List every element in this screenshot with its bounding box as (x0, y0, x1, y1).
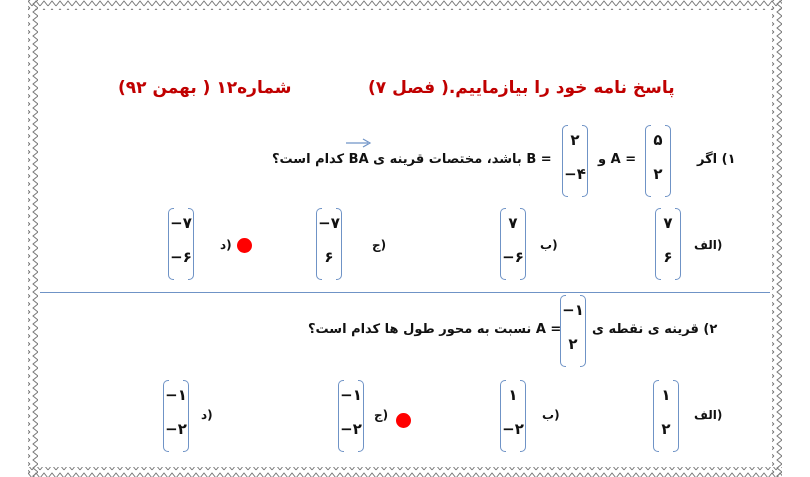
q1-mid: = A و (598, 152, 637, 167)
q1-vector-b (562, 125, 588, 195)
q2-prefix: ۲) قرینه ی نقطه ی (592, 322, 718, 337)
q1-option-b-matrix[interactable] (500, 208, 526, 278)
q1-option-a-label: الف) (694, 238, 723, 252)
q2-option-c-matrix[interactable] (338, 380, 364, 450)
q2-option-d-matrix[interactable] (163, 380, 189, 450)
vector-arrow-icon (344, 137, 374, 149)
q1-option-a-matrix[interactable] (655, 208, 681, 278)
issue-label: شماره۱۲ ( بهمن ۹۲) (118, 78, 292, 98)
q2-option-c-top: −۱ (340, 386, 362, 404)
q2-option-a-matrix[interactable] (653, 380, 679, 450)
q2-option-a-top: ۱ (661, 386, 671, 404)
q1-prefix: ۱) اگر (697, 152, 736, 167)
q1-vector-b-y: −۴ (564, 165, 586, 183)
q1-vector-a-y: ۲ (653, 165, 663, 183)
q2-option-d-label: د) (201, 408, 213, 422)
q2-vector-a-x: −۱ (562, 301, 584, 319)
q1-option-b-top: ۷ (508, 214, 518, 232)
q2-option-d-top: −۱ (165, 386, 187, 404)
q2-vector-a (560, 295, 586, 365)
q2-option-a-bottom: ۲ (661, 420, 671, 438)
q2-question-text: = A نسبت به محور طول ها کدام است؟ (308, 322, 562, 337)
q1-option-b-bottom: −۶ (502, 248, 524, 266)
q1-option-a-top: ۷ (663, 214, 673, 232)
q1-option-a-bottom: ۶ (663, 248, 673, 266)
answer-mark-icon (237, 238, 252, 253)
q1-option-b-label: ب) (540, 238, 558, 252)
q1-option-d-top: −۷ (170, 214, 192, 232)
q2-option-d-bottom: −۲ (165, 420, 187, 438)
q1-option-c-label: ج) (372, 238, 387, 252)
q2-vector-a-y: ۲ (568, 335, 578, 353)
q2-option-c-bottom: −۲ (340, 420, 362, 438)
q2-option-b-bottom: −۲ (502, 420, 524, 438)
q1-vector-a (645, 125, 671, 195)
worksheet-title: پاسخ نامه خود را بیازماییم.( فصل ۷) (368, 78, 675, 98)
answer-mark-icon (396, 413, 411, 428)
q2-option-b-top: ۱ (508, 386, 518, 404)
section-divider (40, 292, 770, 293)
q1-vector-a-x: ۵ (653, 131, 663, 149)
q1-vector-b-x: ۲ (570, 131, 580, 149)
q1-option-d-bottom: −۶ (170, 248, 192, 266)
q1-option-d-matrix[interactable] (168, 208, 194, 278)
q1-question-text: = B باشد، مختصات قرینه ی BA کدام است؟ (272, 152, 552, 167)
q2-option-b-matrix[interactable] (500, 380, 526, 450)
q2-option-b-label: ب) (542, 408, 560, 422)
q2-option-c-label: ج) (374, 408, 389, 422)
q2-option-a-label: الف) (694, 408, 723, 422)
q1-option-c-matrix[interactable] (316, 208, 342, 278)
q1-option-d-label: د) (220, 238, 232, 252)
q1-option-c-bottom: ۶ (324, 248, 334, 266)
q1-option-c-top: −۷ (318, 214, 340, 232)
